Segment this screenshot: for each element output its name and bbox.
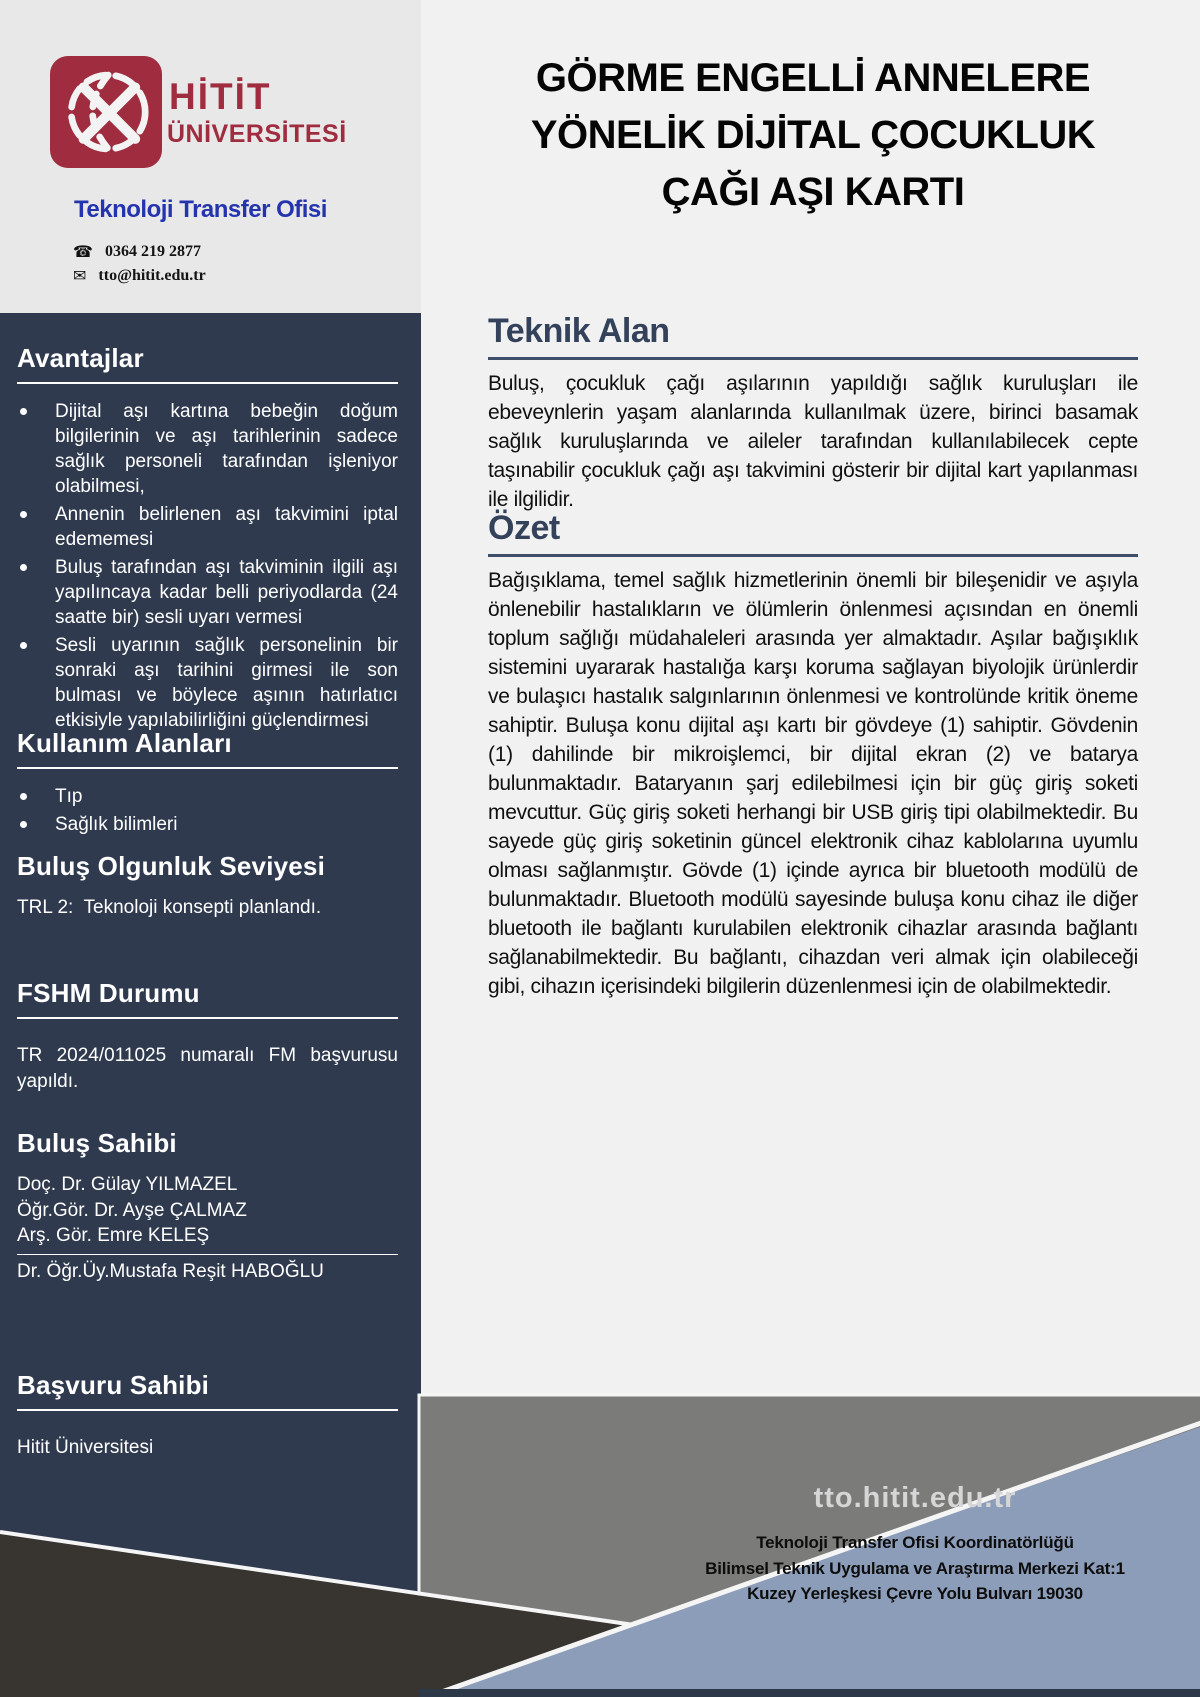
list-item bbox=[17, 784, 398, 809]
website-url: tto.hitit.edu.tr bbox=[813, 1482, 1017, 1514]
page-title bbox=[488, 50, 1138, 221]
section-olgunluk bbox=[17, 851, 398, 921]
kullanim-heading: Kullanım Alanları bbox=[17, 728, 398, 769]
footer-contact-block bbox=[630, 1482, 1200, 1607]
avantaj-text: Dijital aşı kartına bebeğin doğum bilgilerinin ve aşı tarihlerinin sadece sağlık personeli tarafından işleniyor olabilmesi, bbox=[55, 401, 398, 497]
bullet-icon bbox=[20, 408, 27, 415]
title-line: YÖNELİK DİJİTAL ÇOCUKLUK bbox=[530, 113, 1096, 157]
section-avantajlar bbox=[17, 343, 398, 736]
email-row bbox=[73, 266, 206, 285]
basvuru-sahibi-heading: Başvuru Sahibi bbox=[17, 1370, 398, 1411]
avantaj-text: Sesli uyarının sağlık personelinin bir sonraki aşı tarihini girmesi ile son bulması ve böylece aşının hatırlatıcı etkisiyle yapılabilirliğini güçlendirmesi bbox=[55, 635, 398, 731]
section-ozet bbox=[488, 510, 1138, 1001]
brand-subtitle: ÜNİVERSİTESİ bbox=[167, 120, 347, 148]
olgunluk-heading: Buluş Olgunluk Seviyesi bbox=[17, 851, 326, 881]
list-item bbox=[17, 555, 398, 630]
avantajlar-heading: Avantajlar bbox=[17, 343, 398, 384]
section-bulus-sahibi bbox=[17, 1128, 398, 1284]
title-line: ÇAĞI AŞI KARTI bbox=[661, 170, 965, 214]
inventor-names bbox=[17, 1172, 398, 1284]
fshm-text: TR 2024/011025 numaralı FM başvurusu yapıldı. bbox=[17, 1045, 398, 1092]
section-teknik-alan bbox=[488, 313, 1138, 514]
email-address: tto@hitit.edu.tr bbox=[98, 266, 206, 284]
bullet-icon bbox=[20, 564, 27, 571]
inventor-name: Öğr.Gör. Dr. Ayşe ÇALMAZ bbox=[17, 1199, 247, 1221]
bullet-icon bbox=[20, 511, 27, 518]
phone-number: 0364 219 2877 bbox=[104, 242, 201, 260]
phone-icon: ☎ bbox=[73, 242, 93, 261]
applicant-name: Hitit Üniversitesi bbox=[17, 1437, 154, 1458]
office-name: Teknoloji Transfer Ofisi bbox=[74, 196, 327, 223]
avantaj-text: Annenin belirlenen aşı takvimini iptal edememesi bbox=[55, 504, 398, 550]
olgunluk-text: TRL 2: Teknoloji konsepti planlandı. bbox=[17, 897, 322, 918]
brand-block bbox=[0, 0, 421, 313]
address-line: Teknoloji Transfer Ofisi Koordinatörlüğü bbox=[756, 1533, 1074, 1552]
brand-title: HİTİT bbox=[169, 76, 272, 117]
bullet-icon bbox=[20, 642, 27, 649]
phone-row bbox=[73, 242, 201, 261]
avantaj-text: Buluş tarafından aşı takviminin ilgili aşı yapılıncaya kadar belli periyodlarda (24 saatte bir) sesli uyarı vermesi bbox=[55, 557, 398, 628]
ozet-heading: Özet bbox=[488, 510, 1138, 557]
bulus-sahibi-heading: Buluş Sahibi bbox=[17, 1128, 177, 1158]
teknik-alan-body: Buluş, çocukluk çağı aşılarının yapıldığı sağlık kuruluşları ile ebeveynlerin yaşam alanlarında kullanılmak üzere, birinci basamak sağlık kuruluşlarında ve aileler tarafından kullanılabilecek cepte taşınabilir çocukluk çağı aşı takvimini gösterir bir dijital kart yapılanması ile ilgilidir. bbox=[488, 372, 1138, 511]
ozet-body: Bağışıklama, temel sağlık hizmetlerinin önemli bir bileşenidir ve aşıyla önlenebilir hastalıkların ve ölümlerin önlenmesi açısından en önemli toplum sağlığı müdahaleleri arasında yer almaktadır. Aşılar bağışıklık sistemini uyararak hastalığa karşı koruma sağlayan biyolojik ürünlerdir ve bulaşıcı hastalık salgınlarının önlenmesi ve kontrolünde kritik öneme sahiptir. Buluşa konu dijital aşı kartı bir gövdeye (1) sahiptir. Gövdenin (1) dahilinde bir mikroişlemci, bir dijital ekran (2) ve batarya bulunmaktadır. Bataryanın şarj edilebilmesi için bir güç giriş soketi mevcuttur. Güç giriş soketi herhangi bir USB giriş tipi olabilmektedir. Bu sayede güç giriş soketinin güncel elektronik cihaz kablolarına uyumlu olması sağlanmıştır. Gövde (1) içinde ayrıca bir bluetooth modülü de bulunmaktadır. Bluetooth modülü sayesinde buluşa konu cihaz ile diğer bluetooth ile bağlantı kurulabilen elektronik cihazlar arasında bağlantı sağlanabilmektedir. Bu bağlantı, cihazdan veri almak için olabileceği gibi, cihazın içerisindeki bilgilerin düzenlenmesi için de olabilmektedir. bbox=[488, 569, 1138, 998]
footer-bottom-strip bbox=[419, 1689, 1200, 1697]
inventor-name: Doç. Dr. Gülay YILMAZEL bbox=[17, 1174, 238, 1195]
fshm-heading: FSHM Durumu bbox=[17, 978, 398, 1019]
list-item bbox=[17, 502, 398, 552]
list-item bbox=[17, 633, 398, 733]
address-line: Bilimsel Teknik Uygulama ve Araştırma Merkezi Kat:1 bbox=[705, 1558, 1125, 1578]
list-item bbox=[17, 812, 398, 837]
divider bbox=[17, 1254, 398, 1255]
address-line: Kuzey Yerleşkesi Çevre Yolu Bulvarı 19030 bbox=[747, 1584, 1083, 1603]
bullet-icon bbox=[20, 821, 27, 828]
bullet-icon bbox=[20, 793, 27, 800]
list-item bbox=[17, 399, 398, 499]
kullanim-text: Tıp bbox=[55, 786, 83, 807]
envelope-icon: ✉ bbox=[73, 266, 87, 285]
inventor-name: Arş. Gör. Emre KELEŞ bbox=[17, 1225, 210, 1246]
section-kullanim-alanlari bbox=[17, 728, 398, 840]
kullanim-text: Sağlık bilimleri bbox=[55, 814, 178, 835]
section-fshm bbox=[17, 978, 398, 1095]
teknik-alan-heading: Teknik Alan bbox=[488, 313, 1138, 360]
title-line: GÖRME ENGELLİ ANNELERE bbox=[535, 56, 1091, 100]
inventor-name: Dr. Öğr.Üy.Mustafa Reşit HABOĞLU bbox=[17, 1260, 324, 1282]
hitit-university-logo-icon bbox=[50, 56, 162, 168]
